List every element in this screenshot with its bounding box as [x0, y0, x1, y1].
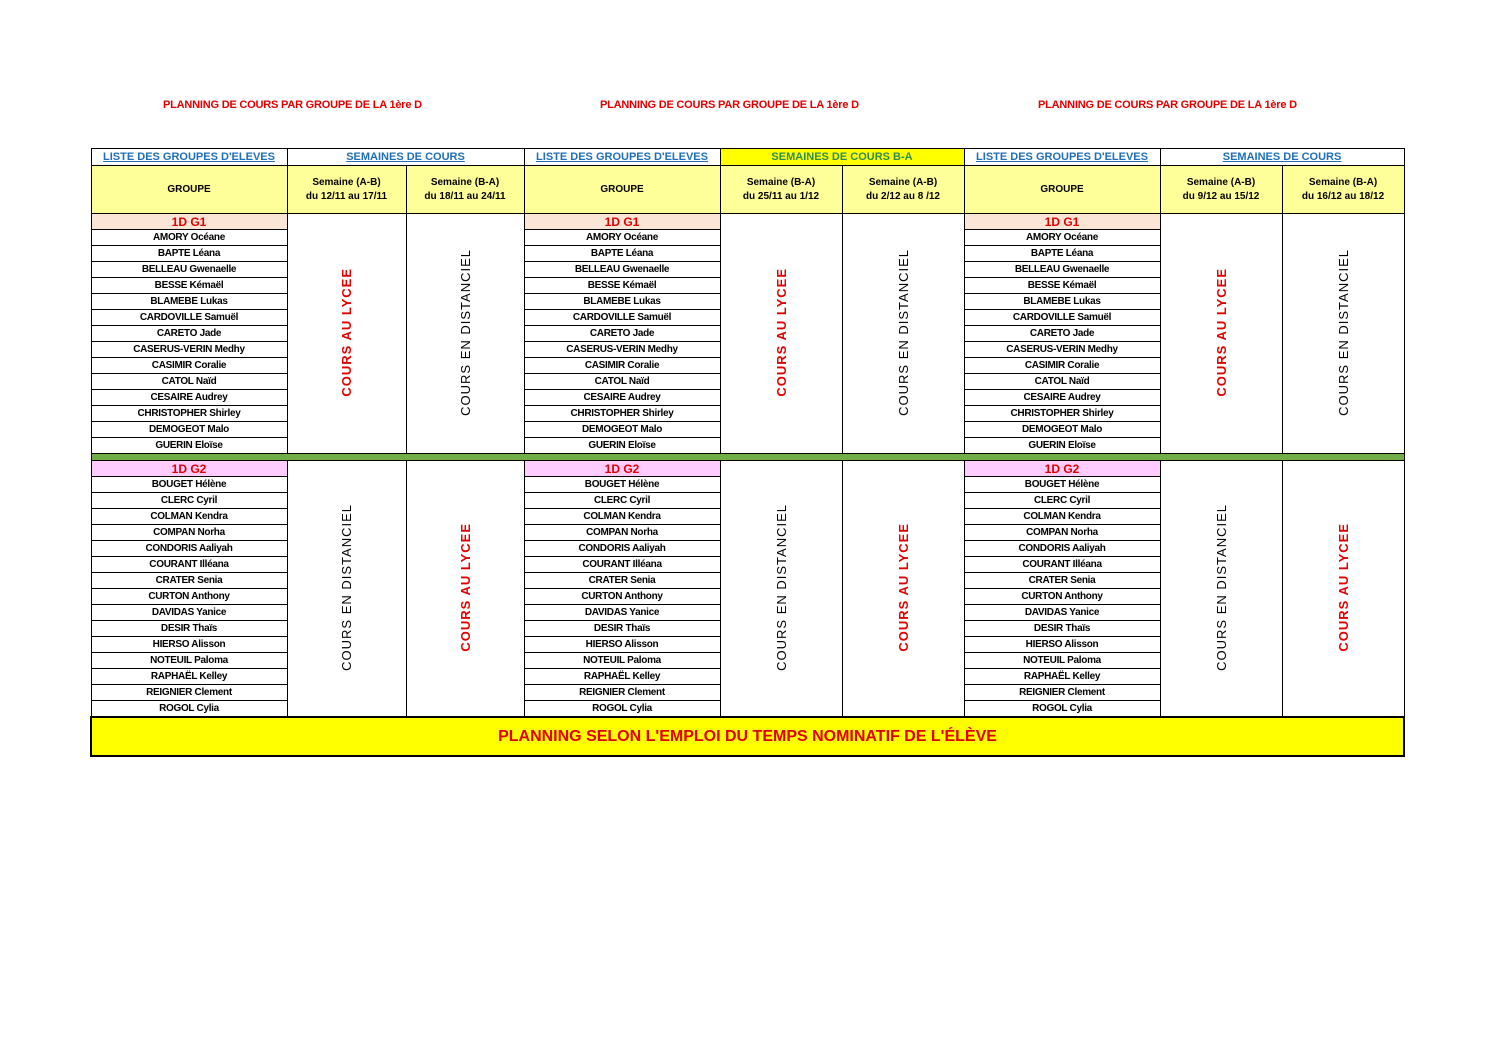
student-name: CRATER Senia — [91, 573, 287, 589]
student-name: CLERC Cyril — [91, 493, 287, 509]
student-name: NOTEUIL Paloma — [964, 653, 1160, 669]
student-name: BESSE Kémaël — [524, 278, 720, 294]
list-groups-header: LISTE DES GROUPES D'ELEVES — [964, 149, 1160, 166]
student-name: CARETO Jade — [524, 326, 720, 342]
week-label: Semaine (B-A) — [746, 176, 816, 188]
student-name: CARDOVILLE Samuël — [91, 310, 287, 326]
student-name: CRATER Senia — [964, 573, 1160, 589]
student-name: AMORY Océane — [524, 230, 720, 246]
student-name: CESAIRE Audrey — [91, 390, 287, 406]
cours-au-lycee-label: COURS AU LYCEE — [1335, 522, 1351, 652]
week1-header — [1160, 166, 1282, 214]
student-name: REIGNIER Clement — [964, 685, 1160, 701]
student-name: BESSE Kémaël — [91, 278, 287, 294]
week2-header — [406, 166, 524, 214]
week-dates: du 9/12 au 15/12 — [1182, 190, 1260, 202]
week-label: Semaine (B-A) — [430, 176, 500, 188]
student-name: CATOL Naïd — [91, 374, 287, 390]
distanciel-mode-cell — [1282, 214, 1404, 454]
student-name: COLMAN Kendra — [91, 509, 287, 525]
student-name: CURTON Anthony — [91, 589, 287, 605]
planning-table — [90, 148, 1405, 757]
group-column-header: GROUPE — [524, 166, 720, 214]
student-name: BLAMEBE Lukas — [524, 294, 720, 310]
cours-au-lycee-label: COURS AU LYCEE — [339, 267, 354, 397]
group-name: 1D G1 — [91, 214, 287, 230]
student-name: GUERIN Eloïse — [91, 438, 287, 454]
list-groups-header: LISTE DES GROUPES D'ELEVES — [91, 149, 287, 166]
group-separator — [91, 454, 1404, 461]
student-name: BAPTE Léana — [964, 246, 1160, 262]
week2-header — [1282, 166, 1404, 214]
week-dates: du 18/11 au 24/11 — [424, 190, 506, 202]
student-name: CLERC Cyril — [964, 493, 1160, 509]
student-name: CASERUS-VERIN Medhy — [524, 342, 720, 358]
group-name: 1D G1 — [964, 214, 1160, 230]
lycee-mode-cell — [1160, 214, 1282, 454]
student-name: AMORY Océane — [91, 230, 287, 246]
student-name: BOUGET Hélène — [524, 477, 720, 493]
student-name: CESAIRE Audrey — [964, 390, 1160, 406]
student-name: BAPTE Léana — [91, 246, 287, 262]
cours-au-lycee-label: COURS AU LYCEE — [895, 522, 911, 652]
student-name: GUERIN Eloïse — [524, 438, 720, 454]
group-name: 1D G2 — [524, 461, 720, 477]
week-dates: du 16/12 au 18/12 — [1301, 190, 1385, 202]
student-name: DAVIDAS Yanice — [964, 605, 1160, 621]
student-name: HIERSO Alisson — [964, 637, 1160, 653]
group-name: 1D G1 — [524, 214, 720, 230]
student-name: HIERSO Alisson — [524, 637, 720, 653]
week-dates: du 25/11 au 1/12 — [742, 190, 820, 202]
week-label: Semaine (A-B) — [868, 176, 938, 188]
student-name: CURTON Anthony — [964, 589, 1160, 605]
cours-en-distanciel-label: COURS EN DISTANCIEL — [895, 248, 911, 416]
student-name: CASERUS-VERIN Medhy — [91, 342, 287, 358]
cours-en-distanciel-label: COURS EN DISTANCIEL — [1213, 503, 1229, 671]
student-name: CATOL Naïd — [524, 374, 720, 390]
student-name: CARDOVILLE Samuël — [964, 310, 1160, 326]
page-title-1: PLANNING DE COURS PAR GROUPE DE LA 1ère D — [163, 99, 422, 111]
student-name: CHRISTOPHER Shirley — [91, 406, 287, 422]
week-dates: du 2/12 au 8 /12 — [866, 190, 940, 202]
cours-au-lycee-label: COURS AU LYCEE — [1213, 267, 1229, 397]
student-name: CARDOVILLE Samuël — [524, 310, 720, 326]
student-name: DEMOGEOT Malo — [91, 422, 287, 438]
student-name: CARETO Jade — [91, 326, 287, 342]
student-name: CARETO Jade — [964, 326, 1160, 342]
week-label: Semaine (A-B) — [1186, 176, 1256, 188]
student-name: COMPAN Norha — [524, 525, 720, 541]
group-column-header: GROUPE — [964, 166, 1160, 214]
student-name: CLERC Cyril — [524, 493, 720, 509]
student-name: BAPTE Léana — [524, 246, 720, 262]
student-name: NOTEUIL Paloma — [91, 653, 287, 669]
student-name: CHRISTOPHER Shirley — [964, 406, 1160, 422]
distanciel-mode-cell — [1160, 461, 1282, 718]
student-name: BLAMEBE Lukas — [964, 294, 1160, 310]
distanciel-mode-cell — [406, 214, 524, 454]
student-name: BLAMEBE Lukas — [91, 294, 287, 310]
footer-banner: PLANNING SELON L'EMPLOI DU TEMPS NOMINATIF DE L'ÉLÈVE — [91, 717, 1404, 756]
student-name: CASIMIR Coralie — [91, 358, 287, 374]
group-name: 1D G2 — [91, 461, 287, 477]
student-name: CRATER Senia — [524, 573, 720, 589]
week1-header — [720, 166, 842, 214]
weeks-header: SEMAINES DE COURS B-A — [720, 149, 964, 166]
lycee-mode-cell — [287, 214, 406, 454]
lycee-mode-cell — [842, 461, 964, 718]
student-name: REIGNIER Clement — [91, 685, 287, 701]
student-name: DESIR Thaïs — [964, 621, 1160, 637]
group-name: 1D G2 — [964, 461, 1160, 477]
student-name: DEMOGEOT Malo — [964, 422, 1160, 438]
week-label: Semaine (A-B) — [312, 176, 381, 188]
page-title-3: PLANNING DE COURS PAR GROUPE DE LA 1ère D — [1038, 99, 1297, 111]
student-name: DESIR Thaïs — [524, 621, 720, 637]
student-name: COMPAN Norha — [91, 525, 287, 541]
student-name: BESSE Kémaël — [964, 278, 1160, 294]
student-name: ROGOL Cylia — [964, 701, 1160, 718]
cours-en-distanciel-label: COURS EN DISTANCIEL — [339, 503, 354, 671]
student-name: CASIMIR Coralie — [524, 358, 720, 374]
page-title-2: PLANNING DE COURS PAR GROUPE DE LA 1ère D — [600, 99, 859, 111]
student-name: RAPHAËL Kelley — [91, 669, 287, 685]
week-label: Semaine (B-A) — [1308, 176, 1378, 188]
student-name: DEMOGEOT Malo — [524, 422, 720, 438]
student-name: BELLEAU Gwenaelle — [524, 262, 720, 278]
student-name: CURTON Anthony — [524, 589, 720, 605]
student-name: ROGOL Cylia — [524, 701, 720, 718]
distanciel-mode-cell — [842, 214, 964, 454]
student-name: AMORY Océane — [964, 230, 1160, 246]
student-name: NOTEUIL Paloma — [524, 653, 720, 669]
student-name: COMPAN Norha — [964, 525, 1160, 541]
cours-en-distanciel-label: COURS EN DISTANCIEL — [457, 248, 473, 416]
student-name: RAPHAËL Kelley — [964, 669, 1160, 685]
student-name: DESIR Thaïs — [91, 621, 287, 637]
week2-header — [842, 166, 964, 214]
lycee-mode-cell — [720, 214, 842, 454]
student-name: HIERSO Alisson — [91, 637, 287, 653]
group-column-header: GROUPE — [91, 166, 287, 214]
list-groups-header: LISTE DES GROUPES D'ELEVES — [524, 149, 720, 166]
cours-au-lycee-label: COURS AU LYCEE — [773, 267, 789, 397]
student-name: ROGOL Cylia — [91, 701, 287, 718]
cours-au-lycee-label: COURS AU LYCEE — [457, 522, 473, 652]
lycee-mode-cell — [406, 461, 524, 718]
student-name: COURANT Illéana — [524, 557, 720, 573]
week1-header — [287, 166, 406, 214]
student-name: CATOL Naïd — [964, 374, 1160, 390]
student-name: COURANT Illéana — [964, 557, 1160, 573]
cours-en-distanciel-label: COURS EN DISTANCIEL — [773, 503, 789, 671]
weeks-header: SEMAINES DE COURS — [287, 149, 524, 166]
student-name: CONDORIS Aaliyah — [524, 541, 720, 557]
student-name: CASIMIR Coralie — [964, 358, 1160, 374]
week-dates: du 12/11 au 17/11 — [305, 190, 388, 202]
student-name: BOUGET Hélène — [964, 477, 1160, 493]
student-name: BOUGET Hélène — [91, 477, 287, 493]
student-name: DAVIDAS Yanice — [524, 605, 720, 621]
student-name: DAVIDAS Yanice — [91, 605, 287, 621]
distanciel-mode-cell — [287, 461, 406, 718]
student-name: CONDORIS Aaliyah — [91, 541, 287, 557]
cours-en-distanciel-label: COURS EN DISTANCIEL — [1335, 248, 1351, 416]
lycee-mode-cell — [1282, 461, 1404, 718]
student-name: BELLEAU Gwenaelle — [91, 262, 287, 278]
student-name: CHRISTOPHER Shirley — [524, 406, 720, 422]
student-name: GUERIN Eloïse — [964, 438, 1160, 454]
student-name: CESAIRE Audrey — [524, 390, 720, 406]
distanciel-mode-cell — [720, 461, 842, 718]
weeks-header: SEMAINES DE COURS — [1160, 149, 1404, 166]
student-name: COLMAN Kendra — [524, 509, 720, 525]
student-name: COLMAN Kendra — [964, 509, 1160, 525]
student-name: REIGNIER Clement — [524, 685, 720, 701]
student-name: RAPHAËL Kelley — [524, 669, 720, 685]
student-name: CASERUS-VERIN Medhy — [964, 342, 1160, 358]
student-name: CONDORIS Aaliyah — [964, 541, 1160, 557]
student-name: BELLEAU Gwenaelle — [964, 262, 1160, 278]
student-name: COURANT Illéana — [91, 557, 287, 573]
